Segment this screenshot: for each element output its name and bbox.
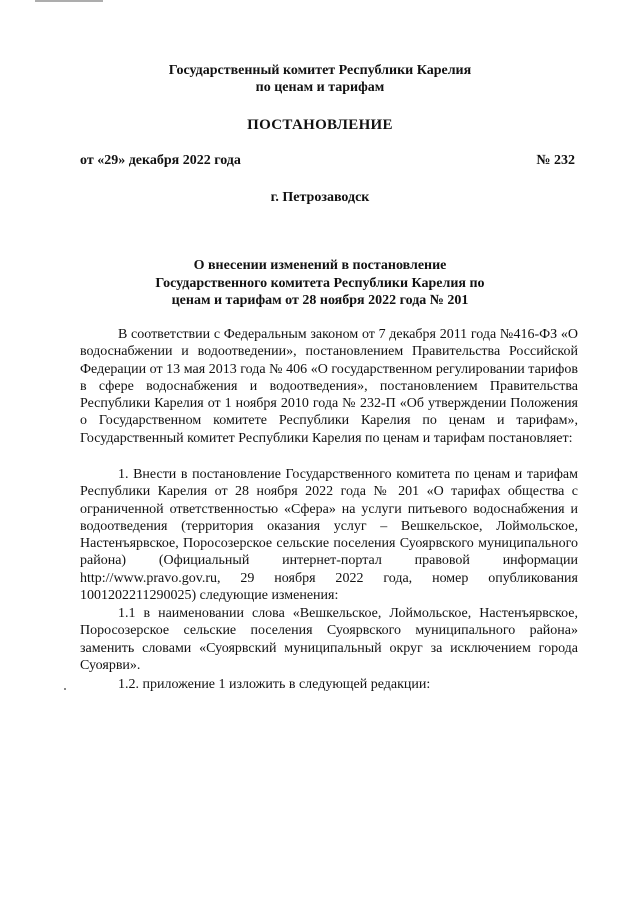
item-1-2-text: 1.2. приложение 1 изложить в следующей редакции: <box>118 677 431 692</box>
item-1-paragraph <box>80 466 578 604</box>
agency-name-line2: по ценам и тарифам <box>255 80 385 95</box>
item-1-1-paragraph <box>80 605 578 674</box>
preamble-paragraph <box>80 326 578 447</box>
document-date: от «29» декабря 2022 года <box>80 153 241 168</box>
item-1-1-text: 1.1 в наименовании слова «Вешкельское, Лоймольское, Настенъярвское, Поросозерское сельские поселения Суоярвского муниципального района» заменить словами «Суоярвский муниципальный округ за исключением города Суоярви». <box>80 606 578 673</box>
document-type-title: ПОСТАНОВЛЕНИЕ <box>247 117 393 133</box>
preamble-text: В соответствии с Федеральным законом от 7 декабря 2011 года №416-ФЗ «О водоснабжении и водоотведении», постановлением Правительства Российской Федерации от 13 мая 2013 года № 406 «О государственном регулировании тарифов в сфере водоснабжения и водоотведения», постановлением Правительства Республики Карелия от 1 ноября 2010 года № 232-П «Об утверждении Положения о Государственном комитете Республики Карелия по ценам и тарифам», Государственный комитет Республики Карелия по ценам и тарифам постановляет: <box>80 327 578 446</box>
agency-name-line1: Государственный комитет Республики Карелия <box>168 63 472 78</box>
scan-artifact <box>35 0 103 5</box>
document-subject <box>0 257 640 310</box>
document-city: г. Петрозаводск <box>270 190 370 205</box>
item-1-2-paragraph <box>80 676 578 693</box>
subject-line1: О внесении изменений в постановление <box>193 258 447 273</box>
document-number: № 232 <box>536 153 575 168</box>
subject-line2: Государственного комитета Республики Карелия по <box>155 275 485 291</box>
scan-dot-artifact <box>64 688 66 690</box>
subject-line3: ценам и тарифам от 28 ноября 2022 года № 201 <box>171 293 469 308</box>
item-1-text: 1. Внести в постановление Государственного комитета по ценам и тарифам Республики Карелия от 28 ноября 2022 года № 201 «О тарифах общества с ограниченной ответственностью «Сфера» на услуги питьевого водоснабжения и водоотведения (территория оказания услуг – Вешкельское, Лоймольское, Настенъярвское, Поросозерское сельские поселения Суоярвского муниципального района) (Официальный интернет-портал правовой информации http://www.pravo.gov.ru, 29 ноября 2022 года, номер опубликования 1001202211290025) следующие изменения: <box>80 467 578 604</box>
